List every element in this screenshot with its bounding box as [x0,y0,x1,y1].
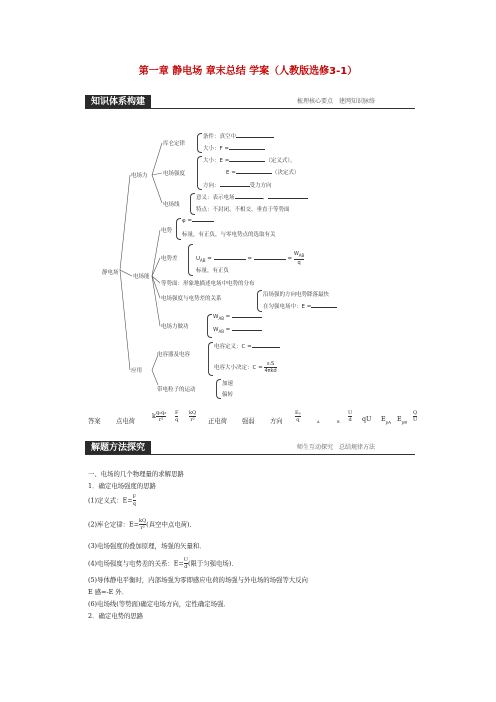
answer-coulomb: k $\frac{\text{q₁q₂}}{\text{r²}}$ [152,410,167,423]
relation-1: 沿场强的方向电势降落最快 [263,292,330,298]
node-work: 电场力做功 [161,324,189,330]
node-particle-motion: 带电粒子的运动 [157,387,196,393]
coulomb-condition: 条件：真空中 [203,132,274,140]
field-size: 大小：E = （定义式）， [203,158,296,164]
brace [197,133,202,153]
answer-def: $\frac{F}{q}$ [175,410,179,423]
motion-accelerate: 加速 [222,381,234,387]
body-line-10: 2．确定电势的思路 [88,612,144,620]
brace [208,342,213,376]
answer-epa: $E_{pA}$ [381,416,392,425]
brace [257,290,262,312]
answer-point-charge: 点电荷 [116,418,135,425]
branch-energy: 电场能 [133,274,150,280]
body-line-6: (4)电场强度与电势差的关系：E= $\frac{U}{d}$ (限于匀强电场)． [88,557,238,570]
answer-positive-charge: 正电荷 [208,418,227,425]
lines-features: 特点：不封闭、不相交、垂直于等势面 [196,207,290,213]
brace [197,156,202,190]
answer-ud: $\frac{U}{d}$ [348,410,353,423]
coulomb-size: 大小：F = [203,144,265,152]
pd-scalar: 标量，有正负 [196,268,230,274]
body-line-2: 1．确定电场强度的思路 [88,482,156,490]
answer-point: $\frac{kQ}{\text{r²}}$ [189,410,197,423]
node-field-lines: 电场线 [163,202,180,208]
branch-application: 应用 [131,368,143,374]
answer-label: 答案 [88,418,101,425]
branch-force: 电场力 [131,173,148,179]
brace [207,314,212,338]
node-relation: 电场强度与电势差的关系 [161,296,222,302]
section-header-method [85,441,415,455]
node-potential: 电势 [161,228,173,234]
body-line-7: (5)导体静电平衡时，内部场强为零即感应电荷的场强与外电场的场强等大反向 [88,576,308,584]
section-subtitle: 师生互动探究 总结规律方法 [296,444,375,451]
body-line-9: (6)电场线(等势面)确定电场方向，定性确定场强． [88,600,230,608]
potential-scalar: 标量，有正负，与零电势点的选取有关 [182,232,276,238]
work-2: $W_{AB}$ = [213,327,262,334]
capacitor-decide: 电容大小决定：C = $\frac{\text{εᵣS}}{\text{4πkd}}$ [214,361,277,374]
answer-direction: 方向 [270,418,283,425]
answer-epb: $E_{pB}$ [397,416,408,425]
brace [190,193,195,215]
relation-2: 在匀强电场中：E = [263,302,337,310]
field-direction: 方向： 受力方向 [203,183,272,189]
lines-meaning: 意义：表示电场 、 [196,193,308,201]
answer-qu: qU [362,416,372,423]
brace [188,244,193,276]
section-tag: 知识体系构建 [85,95,151,109]
answer-strength: 强弱 [242,418,255,425]
body-line-4: (2)库仑定律：E= $\frac{kQ}{\text{r²}}$ (真空中点电荷)． [88,518,196,531]
section-tag: 解题方法探究 [85,441,151,455]
node-coulomb: 库仑定律 [163,141,186,147]
node-field-strength: 电场强度 [163,171,186,177]
work-1: $W_{AB}$ = [213,314,262,321]
answer-phi-a: A [317,420,320,424]
pd-formula: $U_{AB}$ = = = $\frac{W_{AB}}{q}$ [196,251,305,266]
body-line-8: E 感=-E 外． [88,588,129,596]
answer-potential: $\frac{\text{Eₚ}}{q}$ [295,410,301,423]
document-title: 第一章 静电场 章末总结 学案（人教版选修3-1） [138,66,358,77]
body-line-1: 一、电场的几个物理量的求解思路 [88,470,184,478]
node-equipotential: 等势面：形象地描述电场中电势的分布 [161,281,255,287]
potential-def: φ = [182,218,214,224]
motion-deflect: 偏转 [222,392,234,398]
map-root: 静电场 [102,270,119,276]
brace [216,379,221,399]
capacitor-def: 电容定义：C = [214,342,280,350]
answer-qu-cap: $\frac{Q}{U}$ [413,410,418,423]
node-potential-difference: 电势差 [161,256,178,262]
answer-phi-b: B [337,420,340,424]
section-rule [85,454,415,455]
brace [176,218,181,240]
field-decisive: E = （决定式） [226,170,300,176]
body-line-5: (3)电场强度的叠加原理，场强的矢量和． [88,542,206,550]
node-capacitor: 电容器及电容 [157,352,191,358]
section-subtitle: 梳理核心要点 建网知识脉络 [296,98,375,105]
body-line-3: (1)定义式：E= $\frac{F}{q}$ [88,494,137,507]
